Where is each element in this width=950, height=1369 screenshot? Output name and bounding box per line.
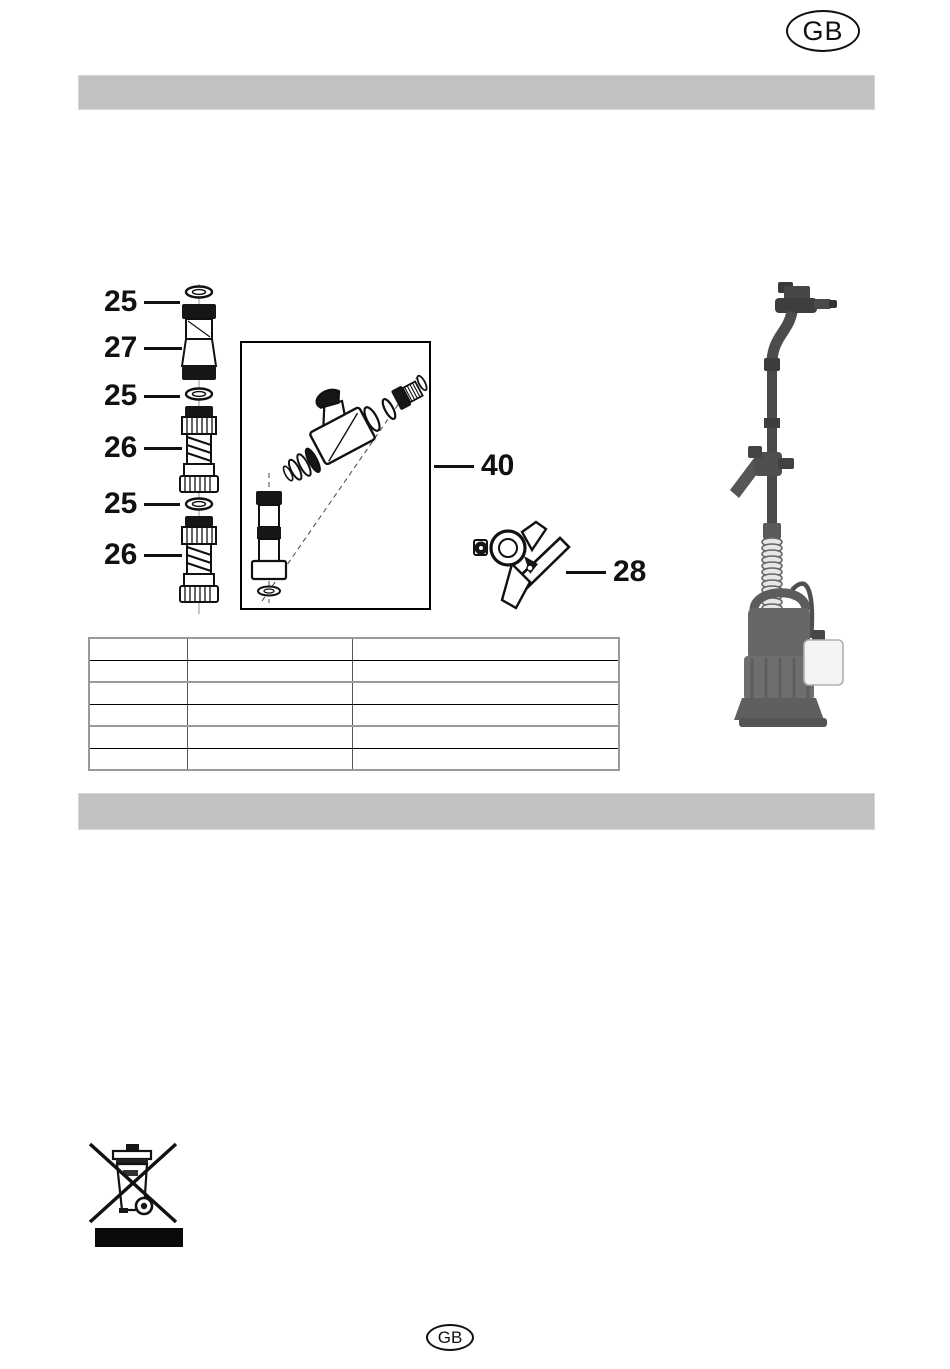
part-callout-25a — [104, 287, 180, 317]
section-header-bar-bottom — [78, 793, 875, 830]
part-number: 26 — [104, 431, 138, 464]
country-badge-bottom-label: GB — [437, 1327, 463, 1347]
part-callout-27 — [104, 333, 182, 363]
table-cell — [352, 638, 619, 660]
leader-line — [144, 395, 180, 398]
part-callout-28 — [566, 557, 646, 587]
table-cell — [89, 726, 188, 748]
table-cell — [352, 660, 619, 682]
bin-foot — [119, 1208, 128, 1213]
leader-line — [144, 447, 182, 450]
hose-coupler — [763, 523, 781, 539]
table-row — [89, 748, 619, 770]
washer — [380, 397, 397, 420]
table-cell — [89, 748, 188, 770]
table-cell — [188, 660, 352, 682]
table-cell — [89, 682, 188, 704]
table-cell — [188, 682, 352, 704]
table-cell — [89, 660, 188, 682]
part-number: 26 — [104, 538, 138, 571]
o-ring-part-2 — [186, 389, 212, 400]
table-cell — [188, 704, 352, 726]
pump-base — [739, 718, 827, 727]
country-badge-top-label: GB — [802, 15, 844, 46]
weee-black-bar — [95, 1228, 183, 1247]
clamp-screw-knob-center — [479, 546, 483, 550]
valve-assembly-box — [240, 341, 431, 610]
part-number: 25 — [104, 285, 138, 318]
threaded-connector-part-26a — [180, 406, 218, 492]
pump-product-photo — [712, 278, 867, 728]
part-callout-26a — [104, 433, 182, 463]
table-row — [89, 726, 619, 748]
riser-tube — [767, 371, 777, 523]
leader-line — [144, 347, 182, 350]
leader-line — [434, 465, 474, 468]
threaded-connector-part-26b — [180, 516, 218, 602]
table-cell — [188, 726, 352, 748]
part-callout-40 — [434, 451, 514, 481]
float-switch — [804, 640, 843, 685]
table-row — [89, 704, 619, 726]
part-callout-25c — [104, 489, 180, 519]
tapered-connector-part-27 — [182, 304, 216, 380]
exploded-valve-assembly-drawing — [242, 343, 429, 608]
part-number: 25 — [104, 487, 138, 520]
table-row — [89, 638, 619, 660]
leader-line — [144, 301, 180, 304]
part-number: 27 — [104, 331, 138, 364]
table-row — [89, 682, 619, 704]
o-ring-part-3 — [186, 499, 212, 510]
bent-tube — [772, 312, 792, 360]
table-cell — [89, 704, 188, 726]
tap-assembly — [775, 282, 837, 313]
table-cell — [352, 704, 619, 726]
part-number: 25 — [104, 379, 138, 412]
part-callout-25b — [104, 381, 180, 411]
clamp-bracket-drawing — [472, 512, 578, 622]
riser-tube-assembly — [252, 491, 286, 596]
leader-line — [144, 554, 182, 557]
coil-hose — [762, 538, 782, 612]
section-header-bar-top — [78, 75, 875, 110]
mounting-clamp — [730, 446, 794, 498]
parts-table — [88, 637, 620, 771]
clamp-ring-inner — [499, 539, 517, 557]
pump-upper-body — [748, 608, 810, 660]
bin-wheel-hub — [141, 1203, 147, 1209]
table-cell — [89, 638, 188, 660]
o-ring-part-1 — [186, 287, 212, 298]
table-cell — [188, 638, 352, 660]
part-number: 28 — [613, 555, 647, 588]
weee-crossed-bin-icon — [86, 1138, 198, 1230]
table-cell — [352, 748, 619, 770]
leader-line — [144, 503, 180, 506]
tube-collar — [764, 418, 780, 428]
table-row — [89, 660, 619, 682]
leader-line — [566, 571, 606, 574]
table-cell — [352, 726, 619, 748]
part-number: 40 — [481, 449, 515, 482]
country-badge-top — [786, 10, 860, 52]
bin-lid — [113, 1151, 151, 1159]
washer-stack — [279, 447, 322, 486]
parts-table-body — [89, 638, 619, 770]
pump-base-flare — [734, 698, 824, 720]
table-cell — [188, 748, 352, 770]
part-callout-26b — [104, 540, 182, 570]
country-badge-bottom — [426, 1324, 474, 1351]
clamp-pivot — [527, 565, 533, 571]
tube-coupling — [764, 358, 780, 371]
table-cell — [352, 682, 619, 704]
